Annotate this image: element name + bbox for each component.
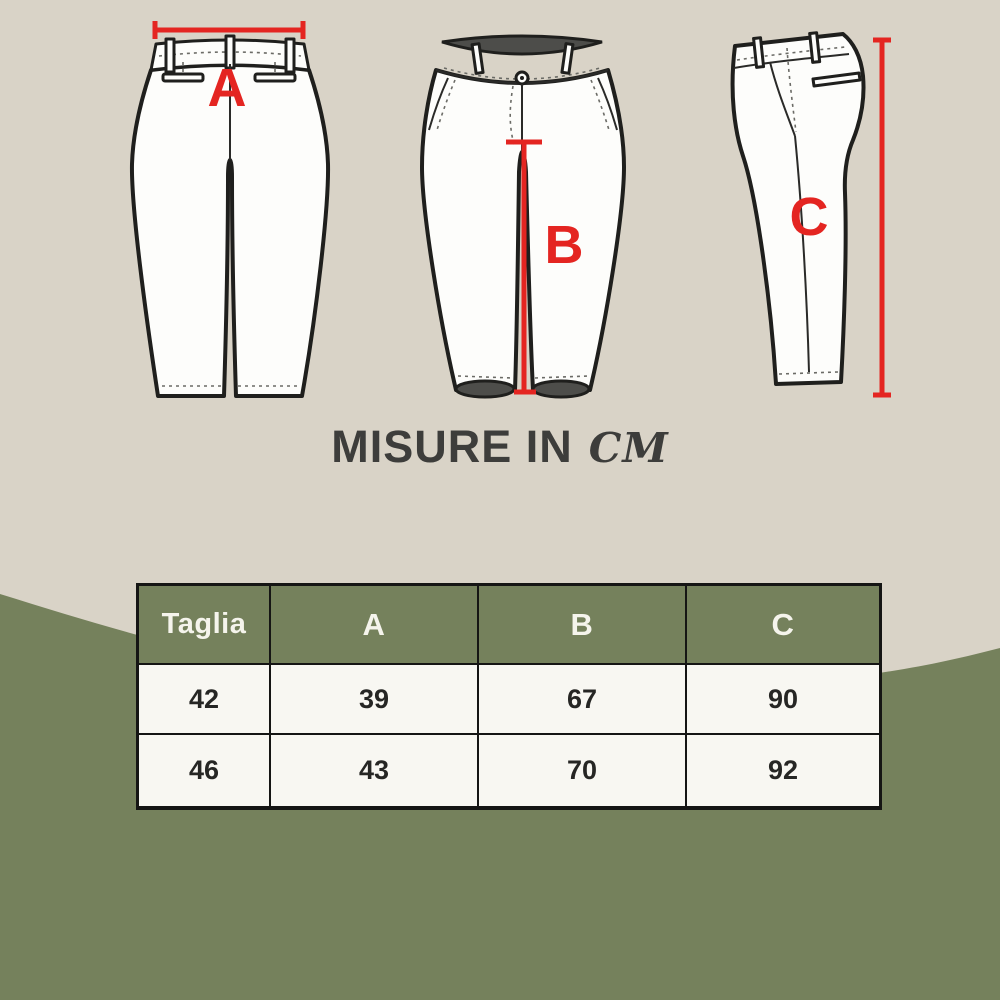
belt-loop (754, 38, 764, 68)
pants-back-view-diagram (126, 12, 334, 410)
belt-loop (166, 39, 174, 72)
pants-front-view-diagram (418, 22, 628, 407)
table-cell-c: 90 (687, 665, 879, 735)
measure-label-b: B (544, 215, 584, 275)
table-header-b: B (479, 586, 687, 665)
measure-label-c: C (789, 187, 829, 247)
back-pocket (255, 74, 295, 81)
pants-side-view-diagram (725, 28, 900, 408)
leg-opening (456, 381, 514, 397)
belt-loop (286, 39, 294, 72)
table-header-c: C (687, 586, 879, 665)
table-cell-a: 39 (271, 665, 479, 735)
title (0, 421, 1000, 473)
measure-line-c (873, 40, 891, 395)
waist-opening (442, 36, 602, 54)
table-cell-b: 67 (479, 665, 687, 735)
table-cell-b: 70 (479, 735, 687, 806)
table-header-a: A (271, 586, 479, 665)
table-cell-c: 92 (687, 735, 879, 806)
measure-label-a: A (207, 58, 247, 118)
back-pocket (163, 74, 203, 81)
table-cell-size: 42 (139, 665, 271, 735)
table-cell-size: 46 (139, 735, 271, 806)
title-unit: CM (588, 424, 669, 472)
table-header-taglia: Taglia (139, 586, 271, 665)
leg-opening (533, 381, 589, 397)
table-cell-a: 43 (271, 735, 479, 806)
size-table (136, 583, 882, 810)
title-main: MISURE IN (331, 421, 573, 472)
belt-loop (810, 33, 820, 63)
